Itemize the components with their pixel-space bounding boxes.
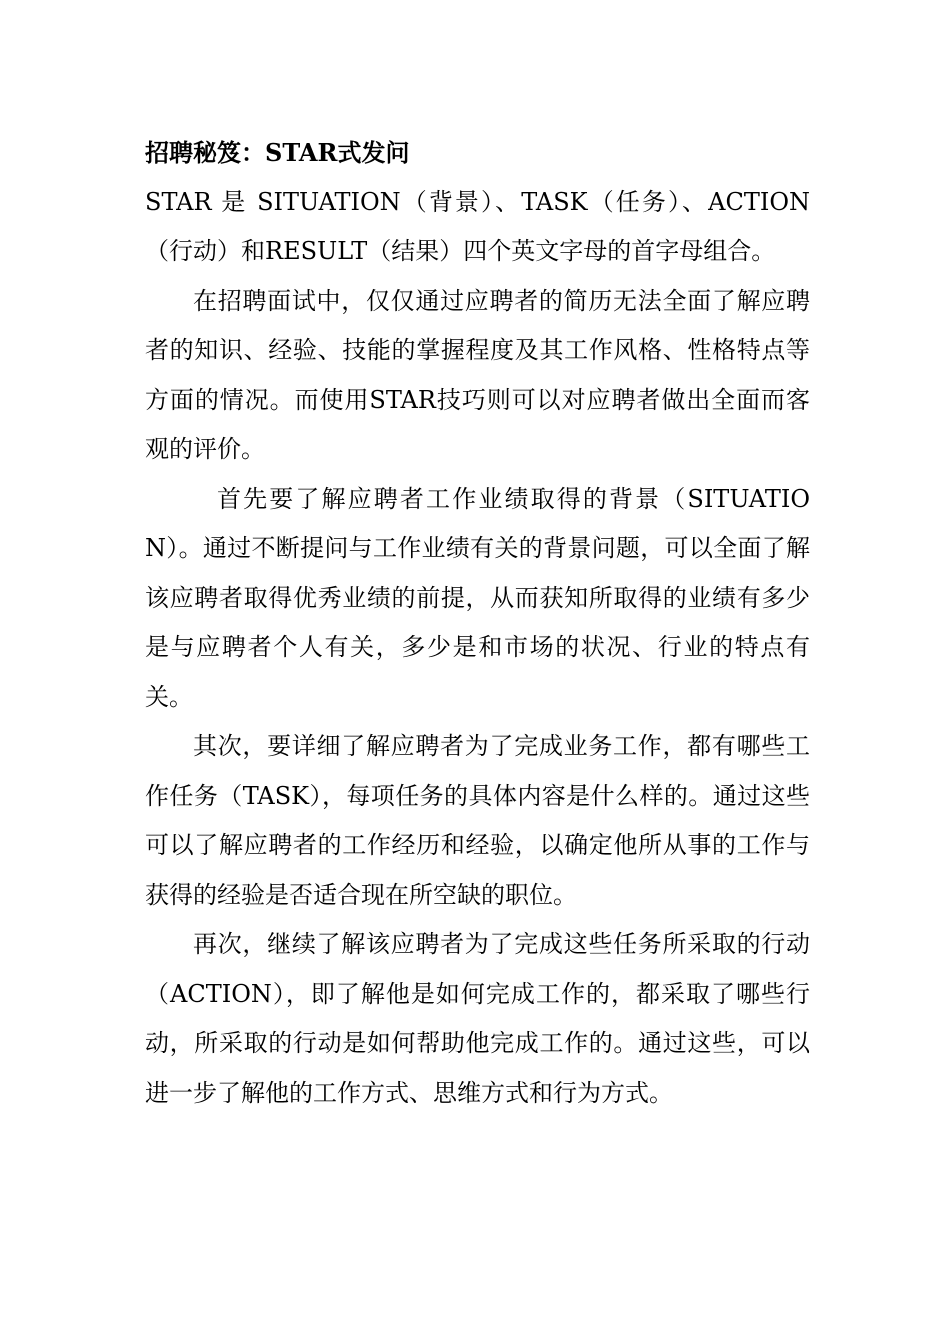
document-title: 招聘秘笈：STAR式发问 (145, 138, 410, 167)
paragraph-intro: 在招聘面试中，仅仅通过应聘者的简历无法全面了解应聘者的知识、经验、技能的掌握程度及其工作风格、性格特点等方面的情况。而使用STAR技巧则可以对应聘者做出全面而客观的评价。 (145, 286, 810, 463)
paragraph-situation: 首先要了解应聘者工作业绩取得的背景（SITUATION）。通过不断提问与工作业绩有关的背景问题，可以全面了解该应聘者取得优秀业绩的前提，从而获知所取得的业绩有多少是与应聘者个人有关，多少是和市场的状况、行业的特点有关。 (145, 484, 810, 711)
document-page (145, 128, 810, 1118)
paragraph-action: 再次，继续了解该应聘者为了完成这些任务所采取的行动（ACTION），即了解他是如何完成工作的，都采取了哪些行动，所采取的行动是如何帮助他完成工作的。通过这些，可以进一步了解他的工作方式、思维方式和行为方式。 (145, 930, 810, 1107)
paragraph-task: 其次，要详细了解应聘者为了完成业务工作，都有哪些工作任务（TASK），每项任务的具体内容是什么样的。通过这些可以了解应聘者的工作经历和经验，以确定他所从事的工作与获得的经验是否适合现在所空缺的职位。 (145, 732, 810, 909)
paragraph-star-definition: STAR 是 SITUATION（背景）、TASK（任务）、ACTION（行动）和RESULT（结果）四个英文字母的首字母组合。 (145, 187, 810, 265)
